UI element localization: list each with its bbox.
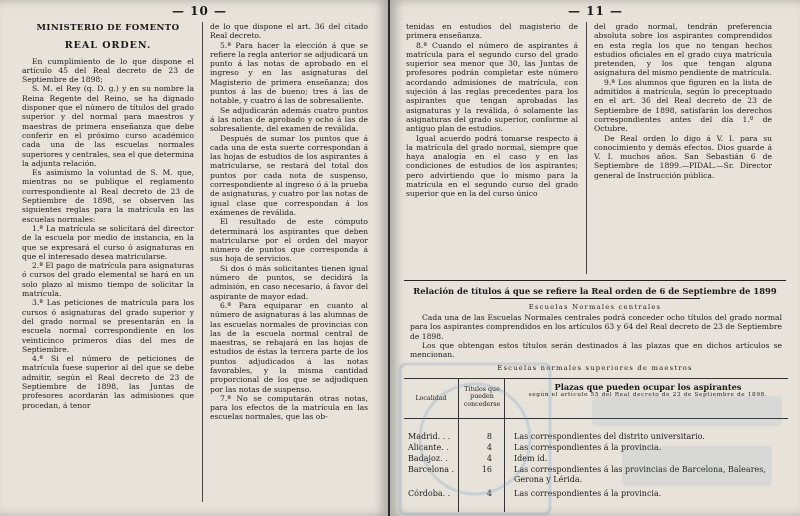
right-column-1 xyxy=(406,22,578,199)
paragraph: Los que obtengan estos títulos serán destinados á las plazas que en dichos artículos se mencionan. xyxy=(410,340,782,360)
paragraph: del grado normal, tendrán preferencia absoluta sobre los aspirantes comprendidos en esta regla los que no tengan hechos estudios oficiales en el grado cuya matrícula pretenden, y los que tengan alguna asignatura del mismo pendiente de matrícula. xyxy=(594,22,772,78)
right-page xyxy=(390,0,800,516)
row-titulos: 4 xyxy=(486,454,492,463)
superior-schools-heading: Escuelas normales superiores de maestros xyxy=(497,364,693,372)
table-row xyxy=(404,489,788,500)
paragraph: 5.ª Para hacer la elección á que se refiere la regla anterior se adjudicará un punto á las notas de aprobado en el ingreso y en las asignaturas del Magisterio de primera enseñanza; dos puntos á las de bueno; tres á las de notable, y cuatro á las de sobresaliente. xyxy=(210,40,368,106)
left-page xyxy=(0,0,388,516)
paragraph: Si dos ó más solicitantes tienen igual número de puntos, se decidirá la admisión, en caso necesario, á favor del aspirante de mayor edad. xyxy=(210,263,368,301)
paragraph: Es asimismo la voluntad de S. M. que, mientras no se publique el reglamento correspondiente al Real decreto de 23 de Septiembre de 1898, se observen las siguientes reglas para la matrícula en las escuelas normales: xyxy=(22,168,194,224)
table-row xyxy=(404,443,788,454)
column-divider xyxy=(202,22,203,502)
paragraph: El resultado de este cómputo determinará los aspirantes que deben matricularse por el orden del mayor número de puntos que corresponda á sus hoja de servicios. xyxy=(210,217,368,264)
paragraph: 6.ª Para equiparar en cuanto al número de asignaturas á las alumnas de las escuelas normales de provincias con las de la escuela normal central de maestras, se rebajará en las hojas de estudios de éstas la tercera parte de los puntos adjudicados á las notas favorables, y la misma cantidad proporcional de los que se adjudiquen por las notas de suspenso. xyxy=(210,300,368,394)
paragraph: En cumplimiento de lo que dispone el artículo 45 del Real decreto de 23 de Septiembre de 1898; xyxy=(22,56,194,85)
table-row xyxy=(404,454,788,465)
paragraph: tenidas en estudios del magisterio de primera enseñanza. xyxy=(406,22,578,41)
row-localidad: Barcelona . xyxy=(408,465,455,474)
real-orden-title: REAL ORDEN. xyxy=(64,40,152,52)
titles-table xyxy=(404,378,788,512)
row-plazas: Las correspondientes del distrito universitario. xyxy=(514,432,705,441)
row-localidad: Córdoba. . xyxy=(408,489,451,498)
row-localidad: Madrid. . . xyxy=(408,432,451,441)
table-border xyxy=(404,378,788,379)
header-plazas-title: Plazas que pueden ocupar los aspirantes xyxy=(554,382,742,392)
horizontal-rule xyxy=(404,280,786,281)
paragraph: 1.ª La matrícula se solicitará del director de la escuela por medio de instancia, en la que se expresará el curso ó asignaturas en que el interesado desea matricularse. xyxy=(22,223,194,261)
row-plazas: Las correspondientes á la provincia. xyxy=(514,443,662,452)
left-column-2 xyxy=(210,22,368,422)
row-plazas: Idem íd. xyxy=(514,454,548,463)
paragraph: 8.ª Cuando el número de aspirantes á matrícula para el segundo curso del grado superior sea menor que 30, las Juntas de profesores podrán completar este número acordando admisiones de matrícula, con sujeción á las reglas precedentes para los aspirantes que tengan aprobadas las asignaturas y la reválida, ó solamente las asignaturas del grado superior, conforme al antiguo plan de estudios. xyxy=(406,40,578,134)
central-schools-text xyxy=(410,313,782,359)
header-plazas-subtitle: según el artículo 55 del Real decreto de 23 de Septiembre de 1898. xyxy=(528,392,768,398)
ministry-heading: MINISTERIO DE FOMENTO xyxy=(36,23,180,33)
row-plazas: Las correspondientes á la provincia. xyxy=(514,489,662,498)
central-schools-heading: Escuelas Normales centrales xyxy=(528,303,662,311)
paragraph: Cada una de las Escuelas Normales centrales podrá conceder ocho títulos del grado normal para los aspirantes comprendidos en los artículos 63 y 64 del Real decreto de 23 de Septiembre de 1898. xyxy=(410,313,782,341)
table-row xyxy=(404,432,788,443)
paragraph: De Real orden lo digo á V. I. para su conocimiento y demás efectos. Dios guarde á V. I. muchos años. San Sebastián 6 de Septiembre de 1899.—PIDAL.—Sr. Director general de Instrucción pública. xyxy=(594,133,772,180)
header-titulos: Títulos que pueden concederse xyxy=(463,386,501,408)
page-number-right: — 11 — xyxy=(568,4,624,18)
left-column-1 xyxy=(22,24,194,410)
paragraph: 7.ª No se computarán otras notas, para los efectos de la matrícula en las escuelas normales, que las ob- xyxy=(210,393,368,422)
row-titulos: 4 xyxy=(486,443,492,452)
header-plazas xyxy=(508,382,788,398)
row-titulos: 8 xyxy=(486,432,492,441)
horizontal-rule xyxy=(490,298,700,299)
paragraph: 3.ª Las peticiones de matrícula para los cursos ó asignaturas del grado superior y del grado normal se presentarán en la escuela normal correspondiente en los veinticinco primeros días del mes de Septiembre. xyxy=(22,298,194,354)
row-titulos: 16 xyxy=(481,465,492,474)
page-number-left: — 10 — xyxy=(172,4,228,18)
row-localidad: Alicante. . xyxy=(408,443,449,452)
paragraph: 4.ª Si el número de peticiones de matrícula fuese superior al del que se debe admitir, según el Real decreto de 23 de Septiembre de 1898, las Juntas de profesores acordarán las admisiones que procedan, á tenor xyxy=(22,354,194,410)
column-divider xyxy=(586,22,587,274)
paragraph: de lo que dispone el art. 36 del citado Real decreto. xyxy=(210,22,368,41)
row-titulos: 4 xyxy=(486,489,492,498)
paragraph: 9.ª Los alumnos que figuren en la lista de admitidos á matrícula, según lo preceptuado en el art. 36 del Real decreto de 23 de Septiembre de 1898, satisfarán los derechos correspondientes antes del día 1.º de Octubre. xyxy=(594,77,772,134)
paragraph: Después de sumar los puntos que á cada una de esta suerte correspondan á las hojas de estudios de los aspirantes á matricularse, se restará del total dos puntos por cada nota de suspenso, correspondiente al ingreso ó á la prueba de asignaturas, y cuatro por las notas de igual clase que correspondan á los exámenes de reválida. xyxy=(210,133,368,217)
row-plazas: Las correspondientes á las provincias de Barcelona, Baleares, Gerona y Lérida. xyxy=(514,465,766,484)
row-localidad: Badajoz. . xyxy=(408,454,448,463)
table-border xyxy=(404,418,788,419)
paragraph: S. M. el Rey (q. D. g.) y en su nombre la Reina Regente del Reino, se ha dignado disponer que el número de títulos del grado superior y del normal para maestros y maestras de primera enseñanza que debe conferir en el próximo curso académico cada una de las escuelas normales superiores y centrales, sea el que determina la adjunta relación. xyxy=(22,84,194,168)
paragraph: Se adjudicarán además cuatro puntos á las notas de aprobado y ocho á las de sobresaliente, del examen de reválida. xyxy=(210,105,368,134)
paragraph: Igual acuerdo podrá tomarse respecto á la matrícula del grado normal, siempre que haya analogía en el caso y en las condiciones de estudios de los aspirantes; pero advirtiendo que lo mismo para la matrícula en el segundo curso del grado superior que en la del curso único xyxy=(406,133,578,199)
header-localidad: Localidad xyxy=(415,395,447,402)
paragraph: 2.ª El pago de matrícula para asignaturas ó cursos del grado elemental se hará en un solo plazo al mismo tiempo de solicitar la matrícula. xyxy=(22,261,194,299)
right-column-2 xyxy=(594,22,772,180)
relation-title: Relación de títulos á que se refiere la Real orden de 6 de Septiembre de 1899 xyxy=(413,286,777,296)
table-row xyxy=(404,465,788,487)
